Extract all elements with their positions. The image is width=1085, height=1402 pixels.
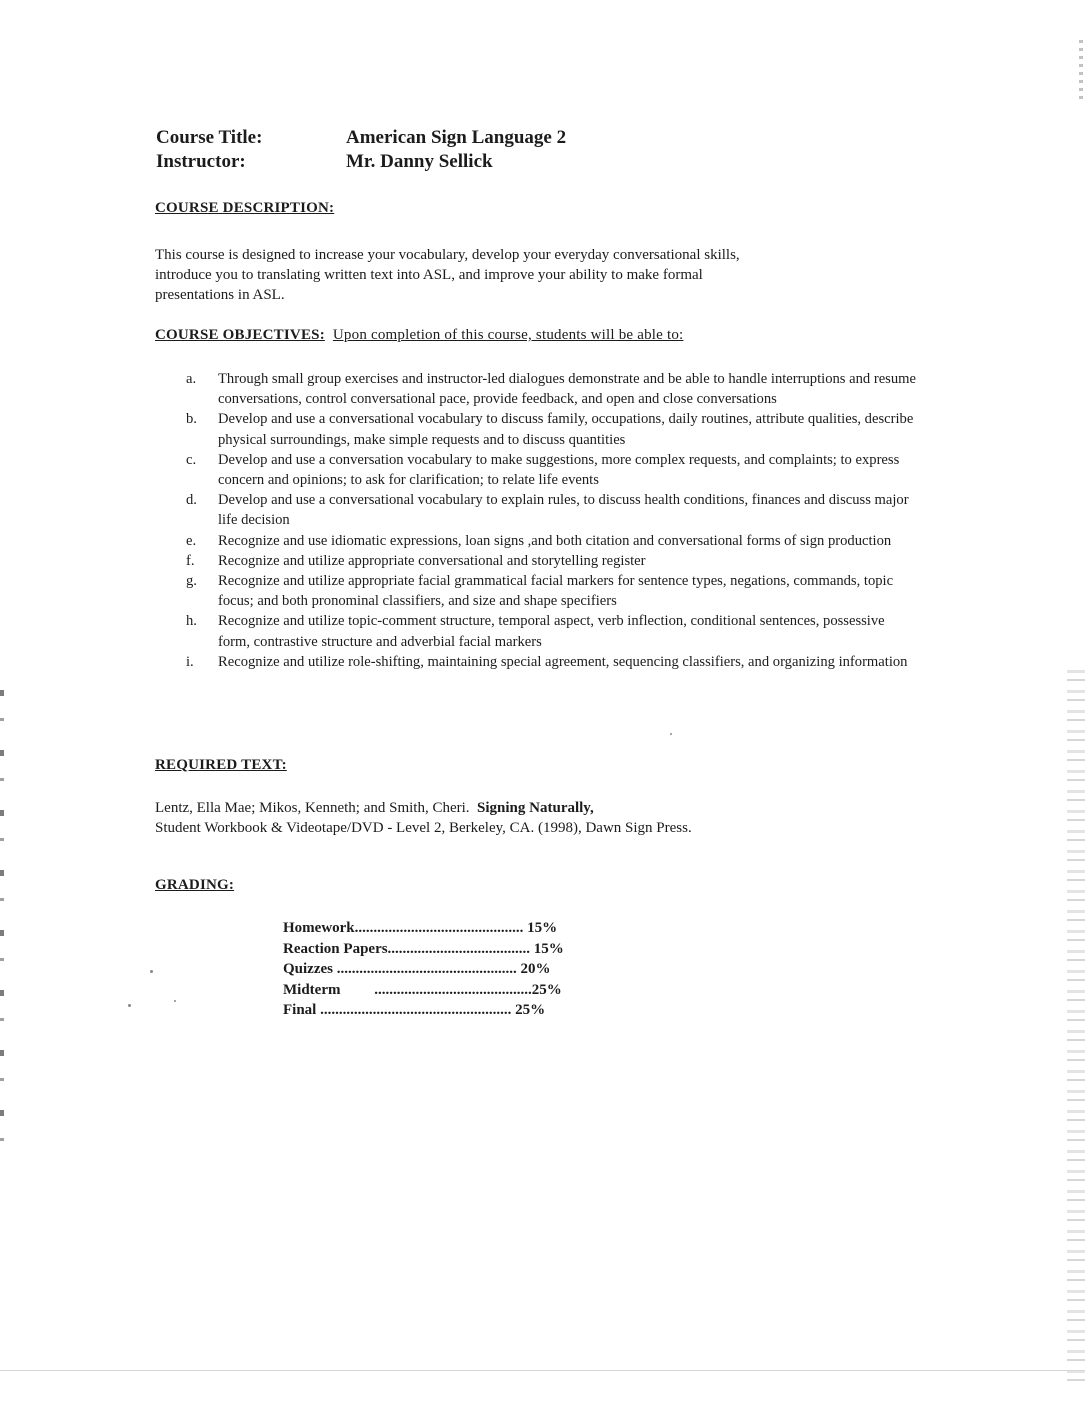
objectives-list (186, 369, 916, 672)
list-item (186, 611, 916, 651)
item-text: Develop and use a conversational vocabulary to explain rules, to discuss health conditions, finances and discuss major life decision (218, 492, 909, 529)
course-title-value: American Sign Language 2 (346, 127, 567, 148)
grading-item-reaction-papers: Reaction Papers...................................... 15% (283, 940, 564, 957)
required-text-citation (155, 798, 875, 838)
citation-book-title: Signing Naturally, (477, 800, 594, 816)
item-text: Through small group exercises and instructor-led dialogues demonstrate and be able to handle interruptions and resume conversations, control conversational pace, provide feedback, and open and close conversations (218, 371, 916, 408)
item-letter: e. (186, 532, 197, 549)
list-item (186, 551, 916, 571)
course-objectives-heading: COURSE OBJECTIVES: (155, 327, 325, 343)
scan-speck (174, 1000, 176, 1002)
item-text: Recognize and utilize topic-comment structure, temporal aspect, verb inflection, conditional sentences, possessive form, contrastive structure and adverbial facial markers (218, 613, 885, 650)
scan-edge-left (0, 690, 4, 1170)
item-text: Recognize and utilize appropriate facial grammatical facial markers for sentence types, negations, commands, topic focus; and both pronominal classifiers, and size and shape specifiers (218, 573, 894, 610)
course-header (156, 127, 566, 173)
item-text: Develop and use a conversation vocabulary to make suggestions, more complex requests, and complaints; to express concern and opinions; to ask for clarification; to relate life events (218, 451, 900, 489)
item-letter: c. (186, 451, 197, 468)
list-item (186, 369, 916, 409)
grading-item-homework: Homework............................................. 15% (283, 920, 558, 936)
scan-edge-right-top (1079, 40, 1083, 100)
scan-speck (150, 970, 153, 973)
grading-item-midterm: Midterm ..........................................25% (283, 981, 562, 998)
grading-list (283, 918, 564, 1021)
course-objectives-intro: Upon completion of this course, students will be able to: (332, 327, 684, 343)
item-letter: f. (186, 552, 195, 569)
list-item (186, 450, 916, 490)
scan-bottom-line (0, 1370, 1085, 1371)
item-text: Recognize and utilize role-shifting, maintaining special agreement, sequencing classifiers, and organizing information (218, 653, 908, 670)
list-item (186, 531, 916, 551)
item-letter: i. (186, 653, 194, 670)
grading-item-final: Final ................................................... 25% (283, 1002, 546, 1018)
description-line: presentations in ASL. (155, 287, 285, 303)
item-letter: g. (186, 573, 197, 590)
item-text: Develop and use a conversational vocabulary to discuss family, occupations, daily routines, attribute qualities, describe physical surroundings, make simple requests and to discuss quantities (218, 411, 914, 448)
list-item (186, 490, 916, 530)
scan-edge-right (1067, 670, 1085, 1390)
item-letter: b. (186, 411, 197, 428)
grading-heading: GRADING: (155, 877, 235, 893)
grading-item-quizzes: Quizzes ................................................ 20% (283, 961, 551, 977)
list-item (186, 652, 916, 672)
list-item (186, 409, 916, 449)
item-text: Recognize and utilize appropriate conversational and storytelling register (218, 552, 646, 569)
course-title-label: Course Title: (156, 127, 263, 148)
required-text-heading: REQUIRED TEXT: (155, 757, 287, 773)
item-text: Recognize and use idiomatic expressions, loan signs ,and both citation and conversational forms of sign production (218, 532, 892, 549)
list-item (186, 571, 916, 611)
instructor-value: Mr. Danny Sellick (346, 151, 493, 172)
instructor-label: Instructor: (156, 151, 246, 172)
citation-line-1 (155, 798, 875, 818)
scan-speck (128, 1004, 131, 1007)
description-line: introduce you to translating written text into ASL, and improve your ability to make formal (155, 267, 703, 283)
description-line: This course is designed to increase your vocabulary, develop your everyday conversational skills, (155, 247, 740, 263)
course-description-text (155, 245, 855, 305)
course-description-heading: COURSE DESCRIPTION: (155, 200, 335, 216)
citation-line-2: Student Workbook & Videotape/DVD - Level 2, Berkeley, CA. (1998), Dawn Sign Press. (155, 820, 692, 836)
course-objectives-heading-row (155, 327, 875, 344)
item-letter: d. (186, 492, 197, 509)
item-letter: a. (186, 371, 197, 387)
citation-authors: Lentz, Ella Mae; Mikos, Kenneth; and Smith, Cheri. (155, 800, 470, 816)
item-letter: h. (186, 613, 197, 630)
scan-speck (670, 733, 672, 735)
